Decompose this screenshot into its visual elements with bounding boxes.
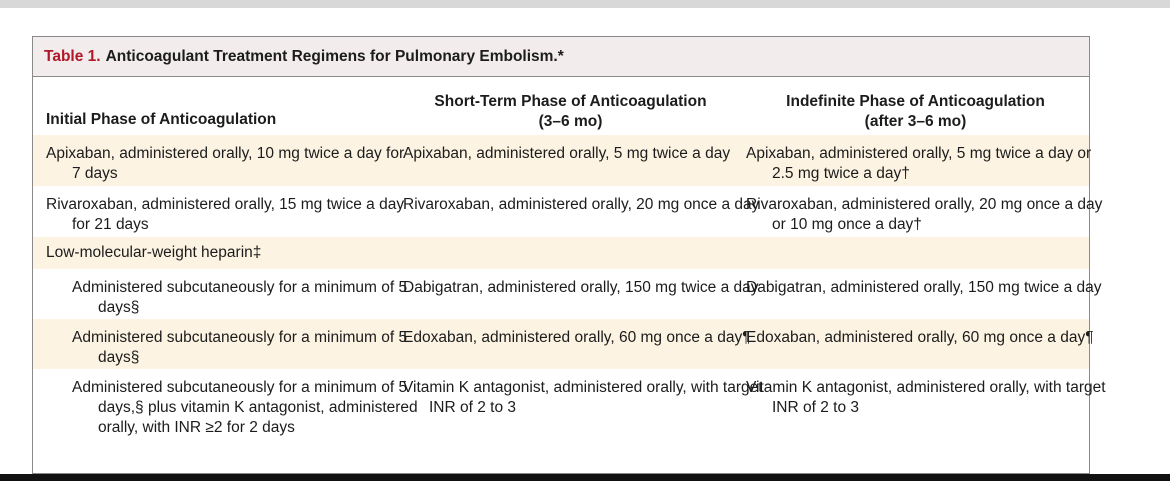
table-header — [33, 77, 1089, 135]
cell-short-term: Dabigatran, administered orally, 150 mg twice a day — [403, 279, 759, 296]
cell-indefinite: Vitamin K antagonist, administered orally, with target INR of 2 to 3 — [746, 379, 1106, 416]
table-row-lmwh — [33, 237, 1089, 269]
cell-short-term: Vitamin K antagonist, administered orally, with target INR of 2 to 3 — [403, 379, 763, 416]
cell-indefinite: Rivaroxaban, administered orally, 20 mg once a day or 10 mg once a day† — [746, 196, 1103, 233]
header-short-term-phase — [398, 92, 743, 132]
cell-initial: Rivaroxaban, administered orally, 15 mg twice a day for 21 days — [46, 196, 405, 233]
cell-initial: Apixaban, administered orally, 10 mg twice a day for 7 days — [46, 145, 405, 182]
cell-indefinite: Dabigatran, administered orally, 150 mg twice a day — [746, 279, 1102, 296]
table-row-dabigatran — [33, 269, 1102, 319]
bottom-bar — [0, 474, 1170, 481]
table-row-edoxaban — [33, 319, 1094, 369]
cell-short-term: Apixaban, administered orally, 5 mg twice a day — [403, 145, 731, 162]
header-indefinite-line1: Indefinite Phase of Anticoagulation — [786, 93, 1045, 110]
table-number: Table 1. — [44, 47, 101, 65]
header-short-term-line1: Short-Term Phase of Anticoagulation — [434, 93, 707, 110]
header-indefinite-phase — [743, 92, 1088, 132]
cell-initial: Administered subcutaneously for a minimum of 5 days,§ plus vitamin K antagonist, administered orally, with INR ≥2 for 2 days — [72, 379, 418, 436]
table-title: Anticoagulant Treatment Regimens for Pulmonary Embolism.* — [105, 47, 564, 65]
cell-short-term: Rivaroxaban, administered orally, 20 mg once a day — [403, 196, 760, 213]
header-short-term-line2: (3–6 mo) — [538, 113, 603, 130]
header-initial-phase: Initial Phase of Anticoagulation — [46, 111, 277, 128]
table-frame — [32, 36, 1106, 474]
cell-initial: Administered subcutaneously for a minimum of 5 days§ — [72, 279, 408, 316]
cell-initial: Administered subcutaneously for a minimum of 5 days§ — [72, 329, 408, 366]
cell-indefinite: Apixaban, administered orally, 5 mg twice a day or 2.5 mg twice a day† — [746, 145, 1092, 182]
cell-indefinite: Edoxaban, administered orally, 60 mg once a day¶ — [746, 329, 1094, 346]
cell-initial: Low-molecular-weight heparin‡ — [46, 244, 262, 261]
top-band — [0, 0, 1170, 8]
table-row-vitamin-k — [33, 369, 1106, 469]
cell-short-term: Edoxaban, administered orally, 60 mg once a day¶ — [403, 329, 751, 346]
table-row-rivaroxaban — [33, 186, 1103, 237]
header-indefinite-line2: (after 3–6 mo) — [864, 113, 967, 130]
table-row-apixaban — [33, 135, 1092, 186]
table-caption — [33, 37, 1089, 77]
